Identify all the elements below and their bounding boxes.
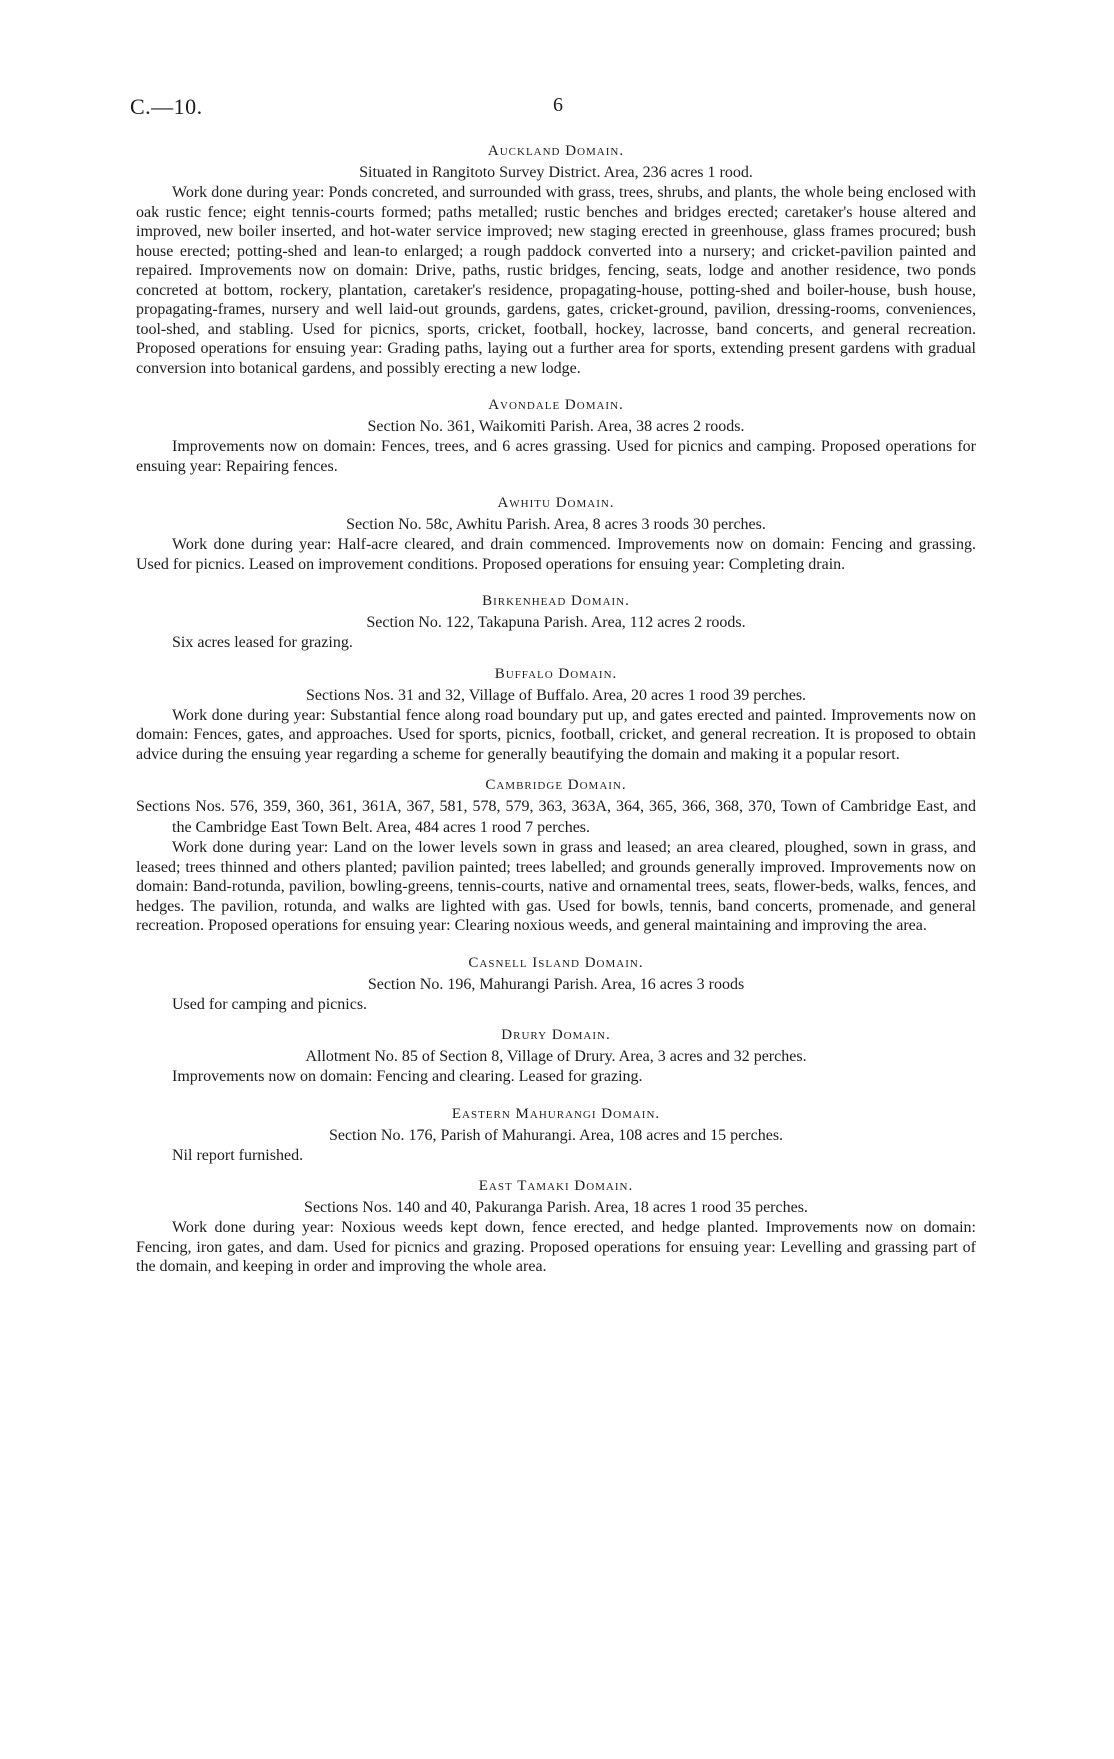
domain-location: Situated in Rangitoto Survey District. Area, 236 acres 1 rood. — [359, 164, 753, 181]
domain-report: Improvements now on domain: Fencing and clearing. Leased for grazing. — [172, 1068, 643, 1085]
page-number: 6 — [553, 94, 563, 116]
domain-title: Eastern Mahurangi Domain. — [451, 1105, 661, 1122]
domain-report: Work done during year: Substantial fence along road boundary put up, and gates erected and painted. Improvements now on domain: Fences, gates, and approaches. Used for sports, picnics, football, cricket, and general recreation. It is proposed to obtain advice during the ensuing year regarding a scheme for generally beautifying the domain and making it a popular resort. — [136, 706, 976, 763]
domain-location: Allotment No. 85 of Section 8, Village of Drury. Area, 3 acres and 32 perches. — [305, 1048, 807, 1065]
domain-report: Work done during year: Land on the lower levels sown in grass and leased; an area cleared, ploughed, sown in grass, and leased; trees thinned and others planted; pavilion painted; trees labelled; and grounds generally improved. Improvements now on domain: Band-rotunda, pavilion, bowling-greens, tennis-courts, native and ornamental trees, seats, flower-beds, walks, fences, and hedges. The pavilion, rotunda, and walks are lighted with gas. Used for bowls, tennis, band concerts, promenade, and general recreation. Proposed operations for ensuing year: Clearing noxious weeds, and general maintaining and improving the area. — [136, 839, 976, 934]
domain-report: Work done during year: Ponds concreted, and surrounded with grass, trees, shrubs, and plants, the whole being enclosed with oak rustic fence; eight tennis-courts formed; paths metalled; rustic benches and bridges erected; caretaker's house altered and improved, new boiler inserted, and hot-water service improved; new staging erected in greenhouse, glass frames procured; bush house erected; potting-shed and lean-to enlarged; a rough paddock converted into a nursery; and cricket-pavilion painted and repaired. Improvements now on domain: Drive, paths, rustic bridges, fencing, seats, lodge and another residence, two ponds concreted at bottom, rockery, plantation, caretaker's residence, propagating-house, potting-shed and boiler-house, bush house, propagating-frames, nursery and well laid-out grounds, gardens, gates, cricket-ground, pavilion, dressing-rooms, conveniences, tool-shed, and stabling. Used for picnics, sports, cricket, football, hockey, lacrosse, band concerts, and general recreation. Proposed operations for ensuing year: Grading paths, laying out a further area for sports, extending present gardens with gradual conversion into botanical gardens, and possibly erecting a new lodge. — [136, 184, 976, 377]
domain-entry-drury — [136, 1024, 976, 1087]
domain-report: Improvements now on domain: Fences, trees, and 6 acres grassing. Used for picnics and camping. Proposed operations for ensuing year: Repairing fences. — [136, 438, 976, 475]
domain-title: Casnell Island Domain. — [468, 954, 644, 971]
domain-entry-east-tamaki — [136, 1175, 976, 1277]
domain-report: Six acres leased for grazing. — [172, 634, 353, 651]
domain-report: Nil report furnished. — [172, 1146, 304, 1164]
domain-title: Birkenhead Domain. — [482, 593, 630, 609]
domain-location: Section No. 361, Waikomiti Parish. Area, 38 acres 2 roods. — [367, 418, 745, 435]
domain-title: Drury Domain. — [501, 1027, 611, 1043]
domain-title: Buffalo Domain. — [494, 665, 618, 682]
domain-location: Sections Nos. 140 and 40, Pakuranga Parish. Area, 18 acres 1 rood 35 perches. — [304, 1199, 808, 1216]
domain-report: Work done during year: Noxious weeds kept down, fence erected, and hedge planted. Improvements now on domain: Fencing, iron gates, and dam. Used for picnics and grazing. Proposed operations for ensuing year: Levelling and grassing part of the domain, and keeping in order and improving the whole area. — [136, 1219, 976, 1275]
domain-entry-casnell-island — [136, 952, 976, 1015]
domain-location: Section No. 122, Takapuna Parish. Area, 112 acres 2 roods. — [366, 614, 746, 631]
domain-location: Sections Nos. 576, 359, 360, 361, 361A, 367, 581, 578, 579, 363, 363A, 364, 365, 366, 368, 370, Town of Cambridge East, and the Cambridge East Town Belt. Area, 484 acres 1 rood 7 perches. — [136, 798, 976, 836]
domain-location: Section No. 58c, Awhitu Parish. Area, 8 acres 3 roods 30 perches. — [346, 516, 766, 533]
domain-entry-awhitu — [136, 492, 976, 574]
domain-title: Avondale Domain. — [488, 397, 624, 413]
domain-entry-birkenhead — [136, 590, 976, 653]
domain-location: Section No. 176, Parish of Mahurangi. Area, 108 acres and 15 perches. — [328, 1126, 784, 1144]
domain-report: Work done during year: Half-acre cleared, and drain commenced. Improvements now on domain: Fencing and grassing. Used for picnics. Leased on improvement conditions. Proposed operations for ensuing year: Completing drain. — [136, 536, 976, 573]
domain-title: Auckland Domain. — [487, 143, 625, 159]
domain-title: East Tamaki Domain. — [478, 1178, 634, 1194]
domain-location: Sections Nos. 31 and 32, Village of Buffalo. Area, 20 acres 1 rood 39 perches. — [305, 686, 807, 704]
domain-entry-auckland — [136, 140, 976, 378]
domain-list — [136, 140, 976, 1277]
domain-title: Awhitu Domain. — [497, 495, 615, 511]
domain-title: Cambridge Domain. — [485, 777, 627, 793]
domain-entry-avondale — [136, 394, 976, 476]
domain-entry-eastern-mahurangi — [136, 1103, 976, 1166]
report-reference: C.—10. — [130, 94, 203, 119]
domain-entry-buffalo — [136, 663, 976, 765]
domain-report: Used for camping and picnics. — [172, 995, 368, 1013]
domain-location: Section No. 196, Mahurangi Parish. Area, 16 acres 3 roods — [367, 975, 745, 993]
domain-entry-cambridge — [136, 774, 976, 936]
